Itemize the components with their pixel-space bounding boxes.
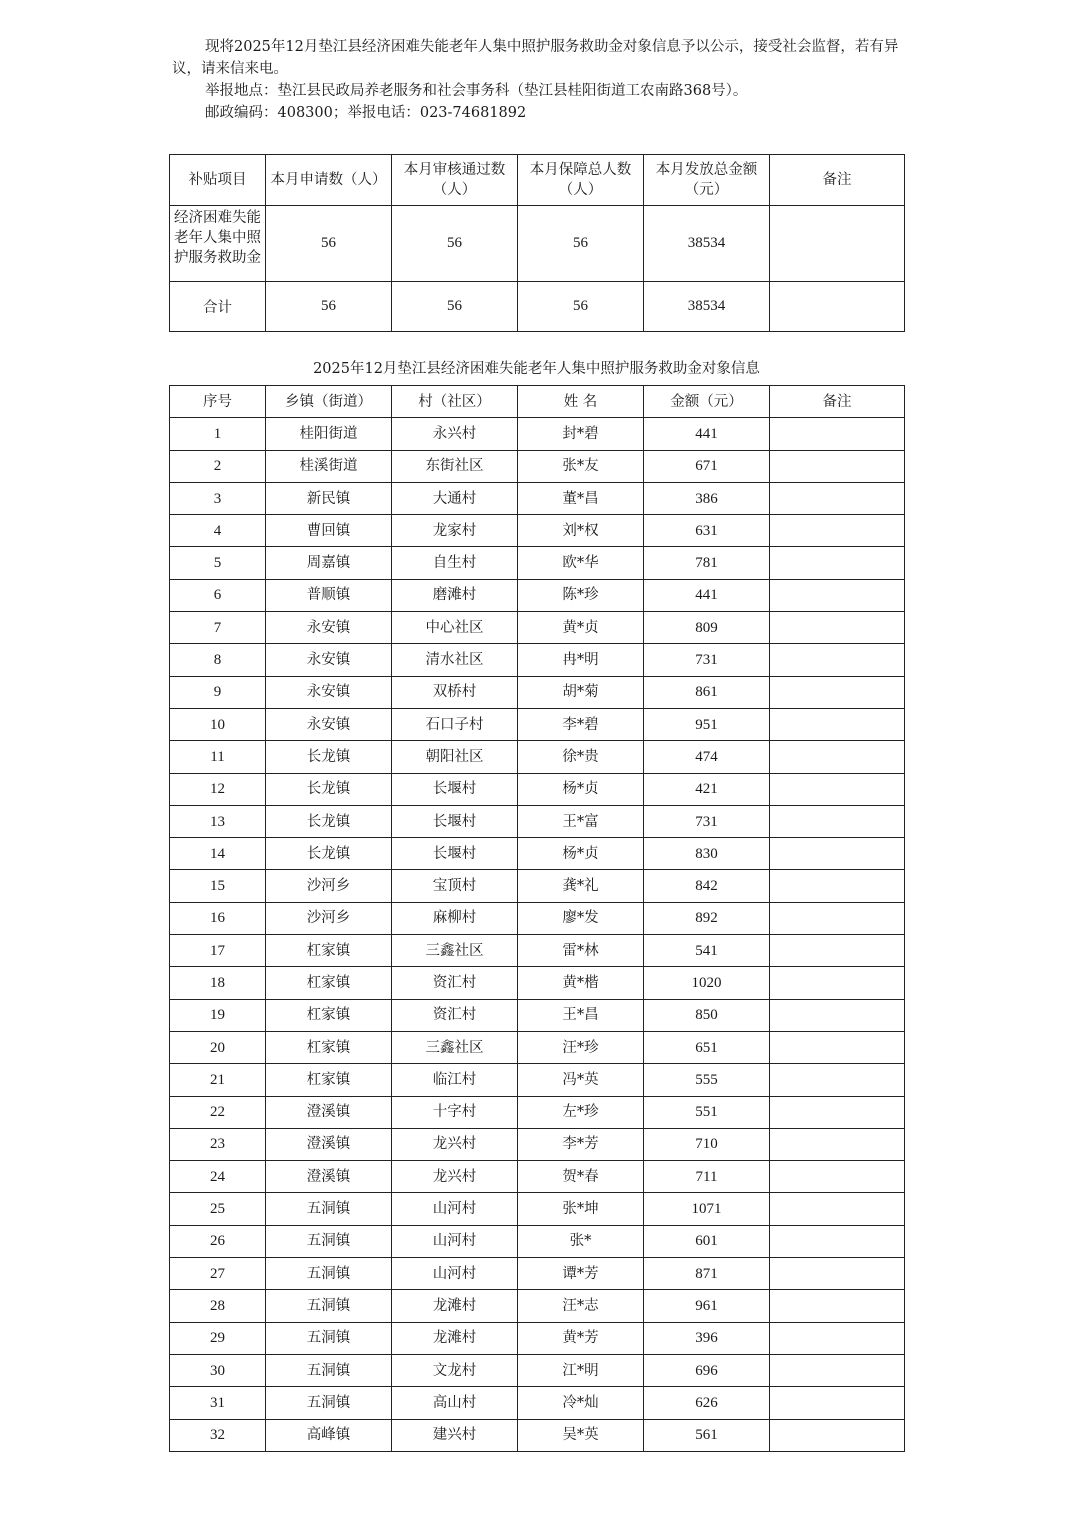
table-cell: 五洞镇 <box>266 1225 392 1257</box>
detail-header-cell: 姓 名 <box>518 386 644 418</box>
table-cell: 541 <box>644 935 770 967</box>
table-cell: 29 <box>170 1322 266 1354</box>
table-cell: 809 <box>644 612 770 644</box>
detail-table-title: 2025年12月垫江县经济困难失能老年人集中照护服务救助金对象信息 <box>313 361 760 377</box>
table-cell <box>770 482 905 514</box>
summary-item-cell <box>170 206 266 282</box>
table-cell: 桂阳街道 <box>266 418 392 450</box>
table-row <box>170 870 905 902</box>
table-cell: 山河村 <box>392 1258 518 1290</box>
table-cell: 山河村 <box>392 1193 518 1225</box>
table-cell: 24 <box>170 1161 266 1193</box>
table-row <box>170 547 905 579</box>
table-cell: 13 <box>170 805 266 837</box>
table-cell: 696 <box>644 1354 770 1386</box>
table-cell: 张* <box>518 1225 644 1257</box>
table-cell: 封*碧 <box>518 418 644 450</box>
summary-table <box>169 154 905 332</box>
table-cell: 吴*英 <box>518 1419 644 1451</box>
notice-line-3: 邮政编码：408300；举报电话：023-74681892 <box>205 105 527 121</box>
table-cell: 6 <box>170 579 266 611</box>
table-row <box>170 515 905 547</box>
table-cell: 601 <box>644 1225 770 1257</box>
table-row <box>170 902 905 934</box>
table-cell: 永安镇 <box>266 644 392 676</box>
table-cell: 386 <box>644 482 770 514</box>
summary-header-cell: 本月申请数（人） <box>266 155 392 206</box>
table-cell: 17 <box>170 935 266 967</box>
table-cell <box>770 1290 905 1322</box>
table-cell <box>770 741 905 773</box>
table-cell: 23 <box>170 1128 266 1160</box>
table-cell: 杠家镇 <box>266 1064 392 1096</box>
table-cell: 555 <box>644 1064 770 1096</box>
table-cell: 871 <box>644 1258 770 1290</box>
table-cell: 12 <box>170 773 266 805</box>
table-cell: 421 <box>644 773 770 805</box>
table-cell <box>770 1322 905 1354</box>
summary-item-label: 经济困难失能老年人集中照护服务救助金 <box>174 210 261 266</box>
table-cell: 731 <box>644 805 770 837</box>
table-cell: 新民镇 <box>266 482 392 514</box>
table-cell: 474 <box>644 741 770 773</box>
table-cell: 850 <box>644 999 770 1031</box>
table-row <box>170 741 905 773</box>
table-cell: 高山村 <box>392 1387 518 1419</box>
table-cell: 5 <box>170 547 266 579</box>
table-cell: 31 <box>170 1387 266 1419</box>
table-cell: 冯*英 <box>518 1064 644 1096</box>
table-cell: 25 <box>170 1193 266 1225</box>
table-cell: 山河村 <box>392 1225 518 1257</box>
table-cell: 20 <box>170 1031 266 1063</box>
table-row <box>170 418 905 450</box>
table-cell <box>770 644 905 676</box>
detail-header-cell: 金额（元） <box>644 386 770 418</box>
table-cell: 892 <box>644 902 770 934</box>
table-cell: 3 <box>170 482 266 514</box>
table-cell: 551 <box>644 1096 770 1128</box>
table-cell: 杠家镇 <box>266 1031 392 1063</box>
table-cell: 32 <box>170 1419 266 1451</box>
table-cell <box>770 418 905 450</box>
table-cell: 671 <box>644 450 770 482</box>
table-cell: 澄溪镇 <box>266 1096 392 1128</box>
table-cell: 高峰镇 <box>266 1419 392 1451</box>
table-cell: 黄*芳 <box>518 1322 644 1354</box>
table-cell: 19 <box>170 999 266 1031</box>
table-cell: 五洞镇 <box>266 1322 392 1354</box>
table-cell: 澄溪镇 <box>266 1161 392 1193</box>
table-cell: 黄*贞 <box>518 612 644 644</box>
table-cell: 朝阳社区 <box>392 741 518 773</box>
table-cell: 长龙镇 <box>266 838 392 870</box>
table-cell: 清水社区 <box>392 644 518 676</box>
table-row <box>170 644 905 676</box>
table-cell: 汪*志 <box>518 1290 644 1322</box>
table-row <box>170 1290 905 1322</box>
table-row <box>170 1225 905 1257</box>
table-cell: 江*明 <box>518 1354 644 1386</box>
table-cell: 徐*贵 <box>518 741 644 773</box>
table-cell: 胡*菊 <box>518 676 644 708</box>
detail-header-cell: 备注 <box>770 386 905 418</box>
table-cell: 五洞镇 <box>266 1354 392 1386</box>
table-cell: 沙河乡 <box>266 870 392 902</box>
summary-header-cell: 补贴项目 <box>170 155 266 206</box>
table-cell: 龙滩村 <box>392 1290 518 1322</box>
table-cell: 杠家镇 <box>266 935 392 967</box>
table-row <box>170 482 905 514</box>
table-cell: 杠家镇 <box>266 967 392 999</box>
table-cell: 961 <box>644 1290 770 1322</box>
table-row <box>170 1387 905 1419</box>
summary-cell: 56 <box>266 282 392 332</box>
table-row <box>170 1258 905 1290</box>
table-cell: 830 <box>644 838 770 870</box>
summary-cell: 56 <box>392 206 518 282</box>
table-cell: 651 <box>644 1031 770 1063</box>
detail-table <box>169 385 905 1452</box>
summary-header-cell: 备注 <box>770 155 905 206</box>
notice-text <box>172 36 907 124</box>
table-cell: 曹回镇 <box>266 515 392 547</box>
table-cell: 长堰村 <box>392 838 518 870</box>
table-cell: 长龙镇 <box>266 805 392 837</box>
summary-cell <box>770 206 905 282</box>
table-cell: 欧*华 <box>518 547 644 579</box>
table-cell: 16 <box>170 902 266 934</box>
table-row <box>170 935 905 967</box>
table-cell: 左*珍 <box>518 1096 644 1128</box>
table-cell: 710 <box>644 1128 770 1160</box>
table-cell: 永兴村 <box>392 418 518 450</box>
table-cell: 董*昌 <box>518 482 644 514</box>
table-cell: 五洞镇 <box>266 1258 392 1290</box>
table-cell <box>770 870 905 902</box>
table-cell: 五洞镇 <box>266 1193 392 1225</box>
table-cell: 杨*贞 <box>518 773 644 805</box>
table-cell: 731 <box>644 644 770 676</box>
summary-cell: 38534 <box>644 206 770 282</box>
table-cell: 麻柳村 <box>392 902 518 934</box>
summary-header-cell: 本月审核通过数（人） <box>392 155 518 206</box>
table-cell <box>770 1031 905 1063</box>
table-cell: 1071 <box>644 1193 770 1225</box>
table-cell: 711 <box>644 1161 770 1193</box>
table-cell: 10 <box>170 708 266 740</box>
table-row <box>170 676 905 708</box>
table-cell <box>770 773 905 805</box>
table-cell: 永安镇 <box>266 676 392 708</box>
table-cell <box>770 579 905 611</box>
table-row <box>170 838 905 870</box>
table-cell <box>770 1387 905 1419</box>
detail-header-cell: 乡镇（街道） <box>266 386 392 418</box>
table-row <box>170 612 905 644</box>
table-cell: 28 <box>170 1290 266 1322</box>
table-cell: 三鑫社区 <box>392 1031 518 1063</box>
table-cell: 汪*珍 <box>518 1031 644 1063</box>
summary-header-cell: 本月保障总人数（人） <box>518 155 644 206</box>
table-cell <box>770 935 905 967</box>
table-cell: 2 <box>170 450 266 482</box>
table-cell: 1 <box>170 418 266 450</box>
table-cell: 李*碧 <box>518 708 644 740</box>
table-cell: 441 <box>644 579 770 611</box>
summary-cell <box>770 282 905 332</box>
table-cell: 永安镇 <box>266 612 392 644</box>
table-cell: 21 <box>170 1064 266 1096</box>
table-cell: 廖*发 <box>518 902 644 934</box>
summary-row <box>170 206 905 282</box>
table-cell: 宝顶村 <box>392 870 518 902</box>
detail-header-row <box>170 386 905 418</box>
table-cell: 龙兴村 <box>392 1161 518 1193</box>
table-cell <box>770 1064 905 1096</box>
table-cell: 澄溪镇 <box>266 1128 392 1160</box>
table-cell: 9 <box>170 676 266 708</box>
summary-cell: 56 <box>266 206 392 282</box>
table-cell: 951 <box>644 708 770 740</box>
table-cell: 冷*灿 <box>518 1387 644 1419</box>
table-cell: 631 <box>644 515 770 547</box>
table-cell: 4 <box>170 515 266 547</box>
table-cell: 龚*礼 <box>518 870 644 902</box>
table-row <box>170 967 905 999</box>
table-cell: 626 <box>644 1387 770 1419</box>
summary-cell: 56 <box>392 282 518 332</box>
table-cell: 30 <box>170 1354 266 1386</box>
table-row <box>170 1031 905 1063</box>
table-cell <box>770 999 905 1031</box>
table-cell <box>770 1193 905 1225</box>
table-cell: 杨*贞 <box>518 838 644 870</box>
table-cell: 磨滩村 <box>392 579 518 611</box>
table-cell: 资汇村 <box>392 967 518 999</box>
table-cell: 雷*林 <box>518 935 644 967</box>
summary-cell: 56 <box>518 206 644 282</box>
table-cell: 临江村 <box>392 1064 518 1096</box>
table-cell <box>770 967 905 999</box>
table-cell: 1020 <box>644 967 770 999</box>
table-row <box>170 450 905 482</box>
table-cell: 建兴村 <box>392 1419 518 1451</box>
table-row <box>170 1322 905 1354</box>
table-cell: 396 <box>644 1322 770 1354</box>
table-row <box>170 773 905 805</box>
table-row <box>170 1128 905 1160</box>
table-cell: 五洞镇 <box>266 1387 392 1419</box>
table-cell: 大通村 <box>392 482 518 514</box>
table-cell: 李*芳 <box>518 1128 644 1160</box>
table-cell <box>770 1354 905 1386</box>
table-cell <box>770 1128 905 1160</box>
table-cell: 资汇村 <box>392 999 518 1031</box>
table-cell: 张*坤 <box>518 1193 644 1225</box>
table-row <box>170 805 905 837</box>
table-cell: 普顺镇 <box>266 579 392 611</box>
table-cell <box>770 450 905 482</box>
table-cell: 长龙镇 <box>266 741 392 773</box>
table-cell: 15 <box>170 870 266 902</box>
table-cell: 陈*珍 <box>518 579 644 611</box>
table-cell: 双桥村 <box>392 676 518 708</box>
table-cell: 刘*权 <box>518 515 644 547</box>
summary-row <box>170 282 905 332</box>
table-cell <box>770 1419 905 1451</box>
table-cell: 861 <box>644 676 770 708</box>
summary-header-cell: 本月发放总金额（元） <box>644 155 770 206</box>
notice-line-2: 举报地点：垫江县民政局养老服务和社会事务科（垫江县桂阳街道工农南路368号）。 <box>205 83 748 99</box>
table-row <box>170 1419 905 1451</box>
table-cell: 王*昌 <box>518 999 644 1031</box>
table-cell: 7 <box>170 612 266 644</box>
table-cell: 26 <box>170 1225 266 1257</box>
notice-line-1: 现将2025年12月垫江县经济困难失能老年人集中照护服务救助金对象信息予以公示，接受社会监督，若有异议，请来信来电。 <box>172 39 899 77</box>
table-cell <box>770 1096 905 1128</box>
detail-header-cell: 村（社区） <box>392 386 518 418</box>
summary-cell: 38534 <box>644 282 770 332</box>
table-cell <box>770 805 905 837</box>
table-cell: 东街社区 <box>392 450 518 482</box>
table-row <box>170 1064 905 1096</box>
table-cell: 冉*明 <box>518 644 644 676</box>
table-cell: 441 <box>644 418 770 450</box>
summary-header-row <box>170 155 905 206</box>
summary-cell: 56 <box>518 282 644 332</box>
table-row <box>170 1354 905 1386</box>
table-cell: 贺*春 <box>518 1161 644 1193</box>
table-cell: 8 <box>170 644 266 676</box>
table-cell <box>770 1258 905 1290</box>
table-cell: 杠家镇 <box>266 999 392 1031</box>
table-cell: 沙河乡 <box>266 902 392 934</box>
table-row <box>170 1161 905 1193</box>
table-cell: 张*友 <box>518 450 644 482</box>
table-cell: 三鑫社区 <box>392 935 518 967</box>
table-cell <box>770 676 905 708</box>
table-cell: 谭*芳 <box>518 1258 644 1290</box>
table-cell: 龙滩村 <box>392 1322 518 1354</box>
table-cell <box>770 708 905 740</box>
table-row <box>170 999 905 1031</box>
table-cell: 桂溪街道 <box>266 450 392 482</box>
table-cell: 27 <box>170 1258 266 1290</box>
table-cell <box>770 612 905 644</box>
summary-cell: 合计 <box>170 282 266 332</box>
table-cell <box>770 547 905 579</box>
table-row <box>170 579 905 611</box>
table-cell: 文龙村 <box>392 1354 518 1386</box>
table-cell: 黄*楷 <box>518 967 644 999</box>
table-cell: 14 <box>170 838 266 870</box>
table-row <box>170 1096 905 1128</box>
table-cell: 自生村 <box>392 547 518 579</box>
table-cell: 永安镇 <box>266 708 392 740</box>
detail-header-cell: 序号 <box>170 386 266 418</box>
table-cell: 561 <box>644 1419 770 1451</box>
table-cell: 22 <box>170 1096 266 1128</box>
table-cell <box>770 1161 905 1193</box>
table-cell: 18 <box>170 967 266 999</box>
table-cell: 龙家村 <box>392 515 518 547</box>
table-cell: 长堰村 <box>392 805 518 837</box>
table-cell: 842 <box>644 870 770 902</box>
table-cell: 中心社区 <box>392 612 518 644</box>
table-cell: 11 <box>170 741 266 773</box>
table-cell: 781 <box>644 547 770 579</box>
table-cell: 王*富 <box>518 805 644 837</box>
table-cell: 长堰村 <box>392 773 518 805</box>
table-cell <box>770 1225 905 1257</box>
table-cell: 十字村 <box>392 1096 518 1128</box>
table-cell: 石口子村 <box>392 708 518 740</box>
table-cell: 五洞镇 <box>266 1290 392 1322</box>
table-cell <box>770 515 905 547</box>
table-cell: 龙兴村 <box>392 1128 518 1160</box>
table-cell: 长龙镇 <box>266 773 392 805</box>
table-cell: 周嘉镇 <box>266 547 392 579</box>
table-cell <box>770 838 905 870</box>
table-cell <box>770 902 905 934</box>
table-row <box>170 708 905 740</box>
table-row <box>170 1193 905 1225</box>
